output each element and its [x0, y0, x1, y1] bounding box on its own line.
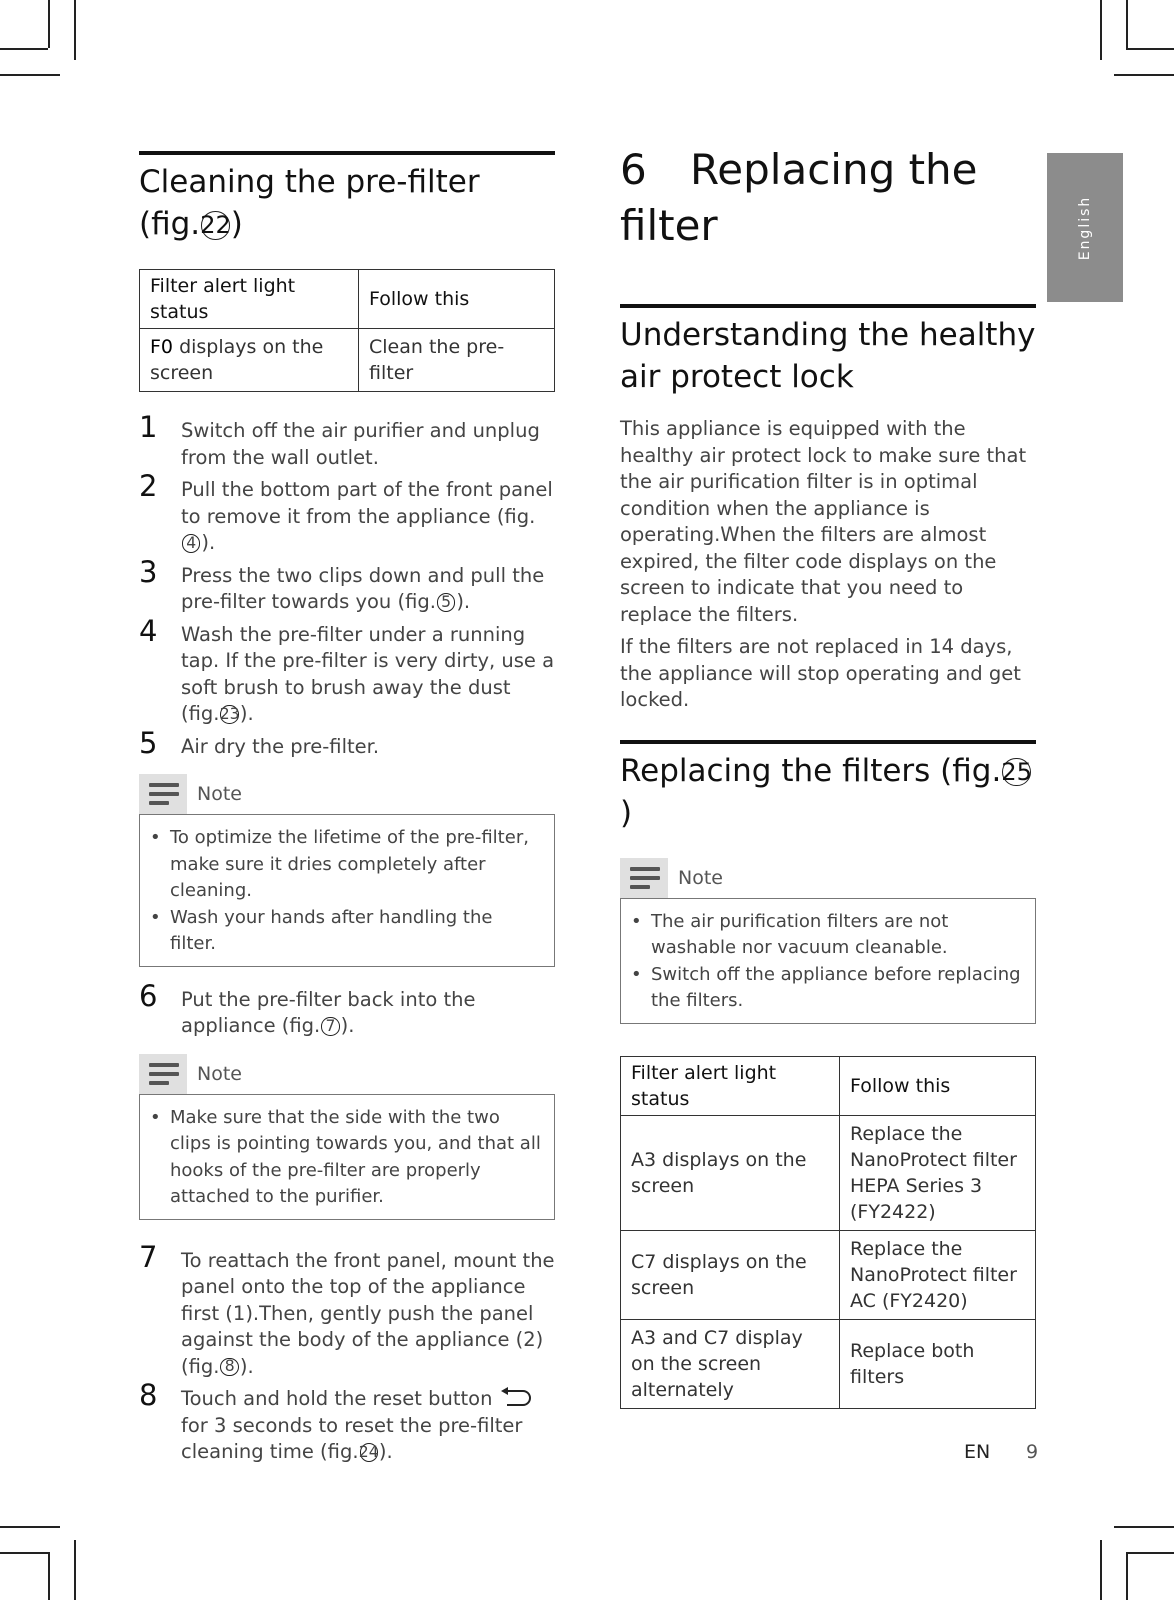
note-label: Note [197, 783, 242, 805]
crop-mark [1126, 1552, 1174, 1554]
language-tab-label: English [1077, 195, 1093, 260]
crop-mark [48, 1552, 50, 1600]
note-icon [139, 1054, 187, 1094]
crop-mark [74, 1540, 76, 1600]
note-item: • Wash your hands after handling the filter. [150, 905, 542, 958]
figure-ref: 4 [182, 534, 200, 552]
step-item: 2 Pull the bottom part of the front panel to remove it from the appliance (fig.4 ). [139, 469, 553, 554]
crop-mark [1126, 0, 1128, 48]
note-item: • To optimize the lifetime of the pre-filter, make sure it dries completely after cleaning. [150, 825, 542, 905]
section-title-healthy-air-lock: Understanding the healthy air protect lock [620, 317, 1036, 395]
crop-mark [1114, 1526, 1174, 1528]
figure-ref: 25 [1001, 757, 1033, 786]
section-rule [139, 151, 555, 155]
crop-mark [0, 1552, 48, 1554]
note-block [139, 774, 555, 967]
step-item: 6 Put the pre-filter back into the appliance (fig. 7 ). [139, 978, 476, 1037]
step-item: 8 Touch and hold the reset button for 3 seconds to reset the pre-filter cleaning time (fig.24). [139, 1386, 555, 1466]
chapter-title: 6 Replacing the filter [620, 145, 978, 250]
step-item: 3 Press the two clips down and pull the pre-filter towards you (fig. 5 ). [139, 554, 545, 613]
step-item: 1 Switch off the air purifier and unplug from the wall outlet. [139, 410, 540, 469]
left-column [139, 151, 555, 1472]
table-cell-status: C7 displays on the screen [621, 1230, 840, 1319]
section-title-cleaning-prefilter: Cleaning the pre-filter (fig.22) [139, 164, 480, 242]
right-column [620, 142, 1036, 1409]
language-tab [1047, 153, 1123, 302]
paragraph: If the filters are not replaced in 14 days, the appliance will stop operating and get locked. [620, 635, 1021, 711]
section-rule [620, 740, 1036, 744]
table-cell-action: Replace both filters [840, 1319, 1036, 1408]
table-row [621, 1230, 1036, 1319]
table-header: Follow this [840, 1056, 1036, 1115]
table-row [621, 1319, 1036, 1408]
crop-mark [0, 1526, 60, 1528]
section-rule [620, 304, 1036, 308]
table-header: Follow this [359, 270, 555, 329]
steps-list [139, 410, 555, 760]
crop-mark [0, 74, 60, 76]
note-item: • The air purification filters are not washable nor vacuum cleanable. [631, 909, 1023, 962]
filter-alert-table [620, 1056, 1036, 1409]
table-cell-status: F0 displays on the screen [140, 329, 359, 392]
figure-ref: 7 [321, 1017, 339, 1035]
note-block [620, 858, 1036, 1024]
table-cell-action: Clean the pre-filter [359, 329, 555, 392]
step-item: 7 To reattach the front panel, mount the panel onto the top of the appliance first (1).Then, gently push the panel against the body of the appliance (2) (fig. 8 ). [139, 1239, 555, 1378]
table-row [621, 1115, 1036, 1230]
figure-ref: 22 [200, 211, 231, 240]
table-header: Filter alert light status [140, 270, 359, 329]
step-item: 5 Air dry the pre-filter. [139, 725, 380, 760]
crop-mark [1126, 1552, 1128, 1600]
note-label: Note [678, 866, 723, 889]
step-item: 4 Wash the pre-filter under a running tap. If the pre-filter is very dirty, use a soft brush to brush away the dust (fig.23). [139, 613, 555, 725]
figure-ref: 5 [437, 593, 455, 611]
figure-ref: 8 [220, 1358, 238, 1376]
table-cell-action: Replace the NanoProtect filter AC (FY2420) [840, 1230, 1036, 1319]
page-number: 9 [1026, 1441, 1039, 1463]
table-header: Filter alert light status [621, 1056, 840, 1115]
note-icon [620, 858, 668, 898]
crop-mark [74, 0, 76, 60]
note-item: • Switch off the appliance before replacing the filters. [631, 962, 1023, 1015]
crop-mark [1126, 48, 1174, 50]
crop-mark [1114, 74, 1174, 76]
table-cell-status: A3 and C7 display on the screen alternately [621, 1319, 840, 1408]
note-item: • Make sure that the side with the two clips is pointing towards you, and that all hooks of the pre-filter are properly attached to the purifier. [150, 1105, 542, 1211]
note-block [139, 1054, 555, 1220]
note-label: Note [197, 1062, 242, 1085]
section-title-replacing-filters: Replacing the filters (fig.25) [620, 752, 1033, 831]
figure-ref: 24 [358, 1442, 379, 1461]
prefilter-alert-table [139, 269, 555, 392]
paragraph: This appliance is equipped with the healthy air protect lock to make sure that the air purification filter is in optimal condition when the appliance is operating.When the filters are almost expired, the filter code displays on the screen to indicate that you need to replace the filters. [620, 417, 1027, 626]
crop-mark [48, 0, 50, 48]
crop-mark [1100, 0, 1102, 60]
note-icon [139, 774, 187, 814]
footer-language: EN [964, 1441, 991, 1463]
reset-icon [499, 1386, 533, 1408]
crop-mark [0, 48, 48, 50]
crop-mark [1100, 1540, 1102, 1600]
figure-ref: 23 [219, 704, 240, 723]
table-cell-action: Replace the NanoProtect filter HEPA Series 3 (FY2422) [840, 1115, 1036, 1230]
table-cell-status: A3 displays on the screen [621, 1115, 840, 1230]
